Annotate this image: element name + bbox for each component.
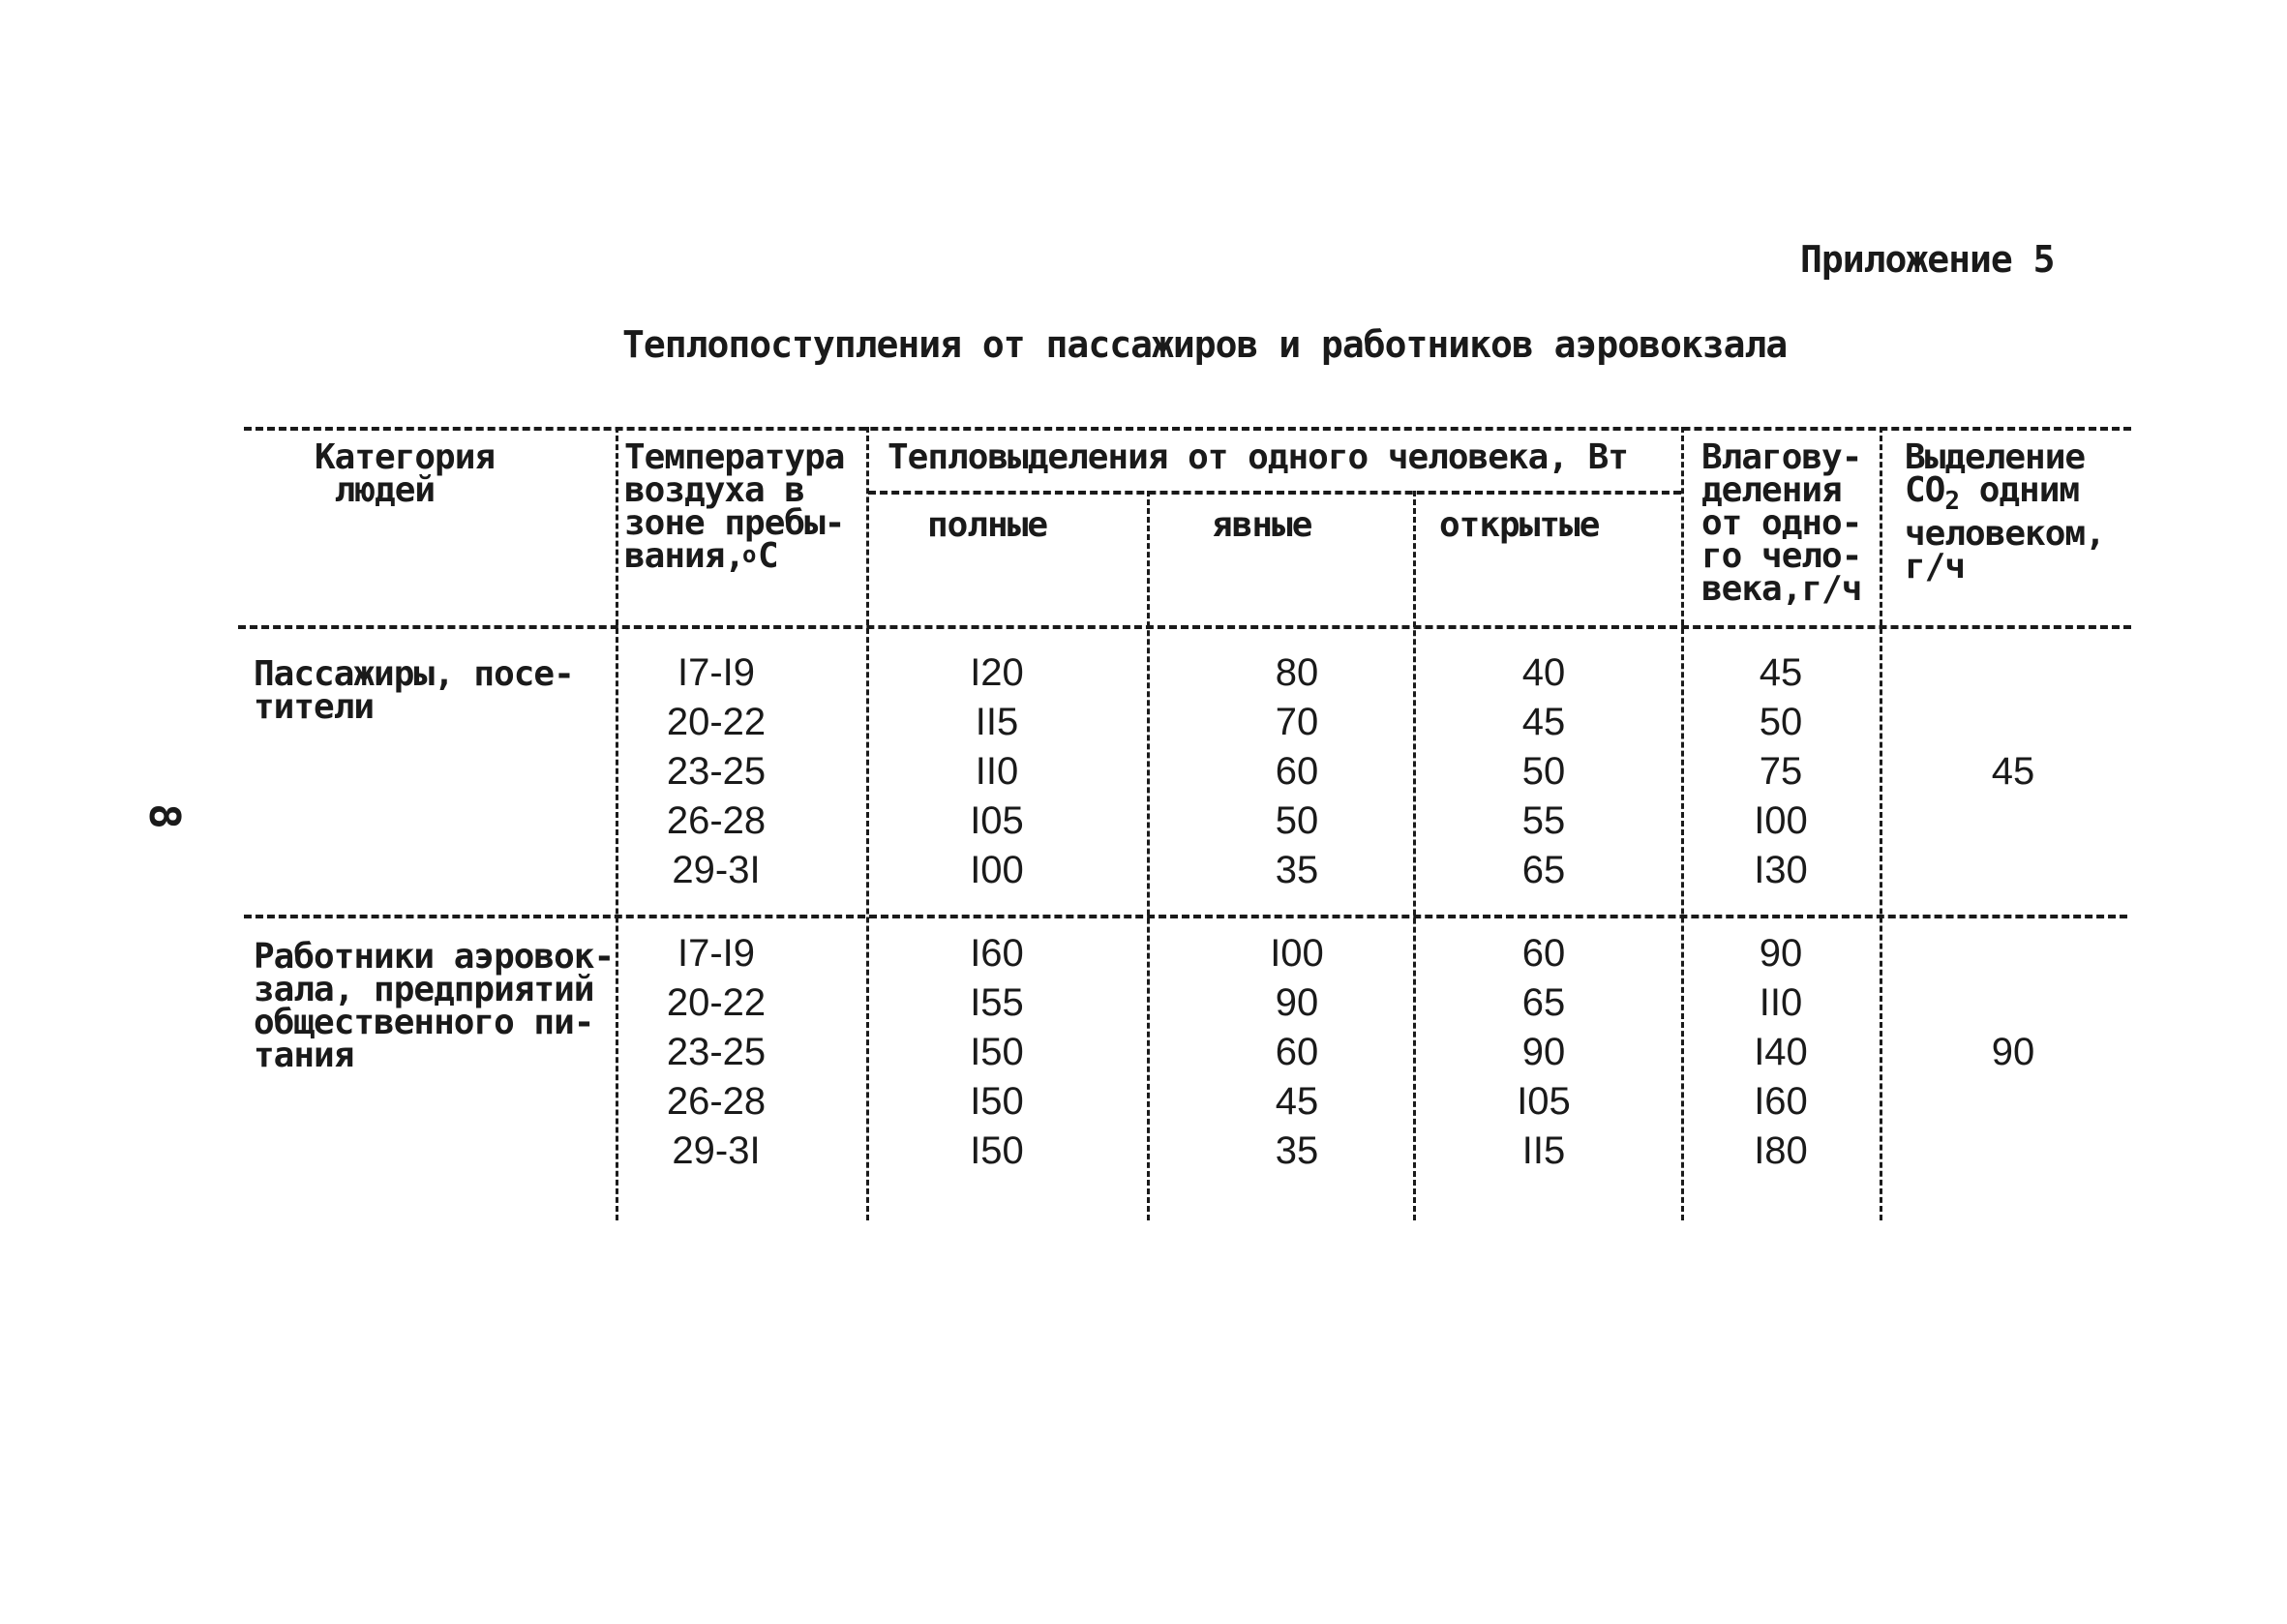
- cell-full: I50: [970, 1031, 1024, 1073]
- table-col-divider-1: [616, 427, 618, 1220]
- group-category-workers: Работники аэровок- зала, предприятий общественного пи- тания: [254, 937, 615, 1075]
- temperature-unit: С: [758, 536, 778, 576]
- document-title: Теплопоступления от пассажиров и работников аэровокзала: [622, 323, 1788, 366]
- header-heat-latent: открытые: [1439, 505, 1600, 545]
- table-rule-group-divider: [244, 915, 2127, 918]
- cell-latent: 60: [1521, 932, 1566, 975]
- cell-sensible: 60: [1275, 750, 1319, 793]
- cell-temp: 20-22: [666, 701, 767, 743]
- header-heat-sensible: явные: [1212, 505, 1312, 545]
- cell-temp: 29-3I: [672, 1129, 761, 1172]
- col-full: [929, 648, 1065, 895]
- cell-latent: 55: [1521, 799, 1566, 842]
- page-number-mark: 8: [138, 803, 189, 829]
- col-moisture: [1718, 929, 1844, 1176]
- table-rule-header-bottom: [238, 625, 2131, 629]
- cell-sensible: 80: [1275, 651, 1319, 694]
- cell-temp: 26-28: [666, 799, 767, 842]
- cell-full: I50: [970, 1129, 1024, 1172]
- cell-temp: I7-I9: [677, 651, 756, 694]
- col-moisture: [1718, 648, 1844, 895]
- cell-latent: I05: [1517, 1080, 1571, 1123]
- cell-full: I00: [970, 849, 1024, 891]
- cell-latent: II5: [1521, 1129, 1566, 1172]
- cell-moisture: I40: [1754, 1031, 1808, 1073]
- table-col-divider-2: [866, 427, 869, 1220]
- appendix-label: Приложение 5: [1800, 238, 2055, 281]
- cell-full: I60: [970, 932, 1024, 975]
- cell-full: I05: [970, 799, 1024, 842]
- degree-sign: о: [742, 541, 756, 568]
- cell-moisture: I30: [1754, 849, 1808, 891]
- cell-latent: 50: [1521, 750, 1566, 793]
- group-co2-passengers: 45: [1991, 750, 2035, 793]
- col-full: [929, 929, 1065, 1176]
- col-sensible: [1229, 648, 1365, 895]
- cell-sensible: 70: [1275, 701, 1319, 743]
- header-category: Категория людей: [315, 437, 496, 510]
- cell-moisture: I60: [1754, 1080, 1808, 1123]
- col-latent: [1476, 648, 1611, 895]
- cell-temp: 23-25: [666, 1031, 767, 1073]
- co2-line-3: человеком, г/ч: [1905, 514, 2105, 587]
- cell-latent: 90: [1521, 1031, 1566, 1073]
- table-rule-top: [244, 427, 2131, 431]
- header-temperature: Температура воздуха в зоне пребы- вания, о С: [624, 437, 845, 576]
- col-temp: [639, 929, 794, 1176]
- cell-full: I50: [970, 1080, 1024, 1123]
- cell-moisture: 90: [1759, 932, 1803, 975]
- header-heat-group: Тепловыделения от одного человека, Вт: [888, 437, 1628, 477]
- cell-latent: 45: [1521, 701, 1566, 743]
- cell-temp: I7-I9: [677, 932, 756, 975]
- cell-full: II5: [975, 701, 1019, 743]
- group-category-passengers: Пассажиры, посе- тители: [254, 654, 574, 727]
- cell-full: I20: [970, 651, 1024, 694]
- cell-temp: 29-3I: [672, 849, 761, 891]
- cell-sensible: 35: [1275, 849, 1319, 891]
- cell-full: II0: [975, 750, 1019, 793]
- header-co2: [1905, 437, 2105, 587]
- cell-full: I55: [970, 981, 1024, 1024]
- header-heat-full: полные: [927, 505, 1048, 545]
- cell-sensible: 45: [1275, 1080, 1319, 1123]
- table-col-divider-3: [1147, 491, 1150, 1220]
- col-sensible: [1229, 929, 1365, 1176]
- cell-moisture: 75: [1759, 750, 1803, 793]
- co2-line-1: Выделение: [1905, 437, 2086, 477]
- cell-temp: 26-28: [666, 1080, 767, 1123]
- cell-sensible: 35: [1275, 1129, 1319, 1172]
- cell-sensible: 60: [1275, 1031, 1319, 1073]
- table-col-divider-5: [1681, 427, 1684, 1220]
- cell-latent: 40: [1521, 651, 1566, 694]
- cell-moisture: 50: [1759, 701, 1803, 743]
- cell-moisture: I00: [1754, 799, 1808, 842]
- table-col-divider-4: [1413, 491, 1416, 1220]
- cell-sensible: 50: [1275, 799, 1319, 842]
- table-rule-subheader: [868, 491, 1681, 495]
- cell-moisture: 45: [1759, 651, 1803, 694]
- cell-moisture: II0: [1759, 981, 1803, 1024]
- co2-line-2: $CO_2$ одним: [1905, 470, 2080, 517]
- col-latent: [1476, 929, 1611, 1176]
- cell-temp: 23-25: [666, 750, 767, 793]
- cell-moisture: I80: [1754, 1129, 1808, 1172]
- cell-latent: 65: [1521, 849, 1566, 891]
- col-temp: [639, 648, 794, 895]
- group-co2-workers: 90: [1991, 1031, 2035, 1073]
- cell-sensible: I00: [1270, 932, 1324, 975]
- cell-latent: 65: [1521, 981, 1566, 1024]
- cell-temp: 20-22: [666, 981, 767, 1024]
- header-moisture: Влагову- деления от одно- го чело- века,г/ч: [1701, 437, 1862, 609]
- cell-sensible: 90: [1275, 981, 1319, 1024]
- table-col-divider-6: [1880, 427, 1882, 1220]
